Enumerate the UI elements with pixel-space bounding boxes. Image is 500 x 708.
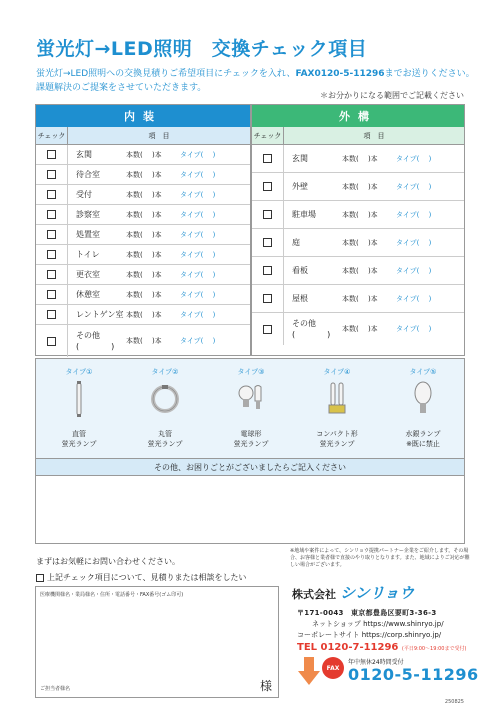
page-title: 蛍光灯→LED照明 交換チェック項目 (36, 38, 368, 60)
type-field[interactable]: タイプ( ) (180, 150, 216, 159)
checkbox-cell (252, 201, 284, 228)
outer-rows (252, 145, 464, 345)
shop-url[interactable]: ネットショップ https://www.shinryo.jp/ (312, 620, 444, 628)
check-column-header: チェック (36, 127, 68, 144)
location-name: 待合室 (76, 170, 100, 179)
checkbox-cell (252, 145, 284, 172)
checkbox-cell (36, 285, 68, 304)
table-row (36, 205, 250, 225)
location-name: その他 ( ) (292, 319, 331, 339)
bulb-icon (236, 379, 266, 419)
count-field[interactable]: 本数( )本 (342, 266, 378, 275)
table-row (252, 201, 464, 229)
count-field[interactable]: 本数( )本 (126, 310, 162, 319)
fax-hours: 年中無休24時間受付 (348, 659, 404, 666)
row-checkbox[interactable] (47, 250, 56, 259)
checkbox-cell (36, 145, 68, 164)
checkbox-cell (252, 229, 284, 256)
row-checkbox[interactable] (263, 325, 272, 334)
count-field[interactable]: 本数( )本 (126, 230, 162, 239)
partner-note: ※地域や案件によって、シンリョウ提携パートナー企業をご紹介します。その場合、お客様と業者様で直接のやり取りとなります。また、地域によりご対応が難しい場合がございます。 (290, 548, 470, 568)
type-field[interactable]: タイプ( ) (396, 182, 432, 191)
checkbox-cell (36, 245, 68, 264)
checkbox-cell (36, 325, 68, 357)
type-field[interactable]: タイプ( ) (180, 230, 216, 239)
count-field[interactable]: 本数( )本 (342, 182, 378, 191)
fax-number: 0120-5-11296 (348, 665, 479, 684)
type-field[interactable]: タイプ( ) (180, 190, 216, 199)
row-checkbox[interactable] (47, 310, 56, 319)
table-row (252, 229, 464, 257)
row-checkbox[interactable] (47, 150, 56, 159)
checkbox-cell (36, 205, 68, 224)
row-checkbox[interactable] (47, 170, 56, 179)
location-name: 更衣室 (76, 270, 100, 279)
count-field[interactable]: 本数( )本 (126, 190, 162, 199)
location-name: 休憩室 (76, 290, 100, 299)
contact-checkbox-row[interactable] (36, 572, 246, 583)
location-name: トイレ (76, 250, 100, 259)
contact-name-label: ご担当者様名 (40, 686, 71, 692)
count-field[interactable]: 本数( )本 (342, 154, 378, 163)
row-checkbox[interactable] (47, 337, 56, 346)
count-field[interactable]: 本数( )本 (126, 270, 162, 279)
type-name: 丸管 蛍光ランプ (147, 430, 183, 448)
count-field[interactable]: 本数( )本 (342, 294, 378, 303)
location-name: 処置室 (76, 230, 100, 239)
intro-line2: 課題解決のご提案をさせていただきます。 (36, 83, 207, 93)
inner-rows (36, 145, 250, 357)
checkbox-cell (36, 185, 68, 204)
checkbox-cell (252, 285, 284, 312)
location-name: 玄関 (292, 154, 308, 163)
type-field[interactable]: タイプ( ) (180, 270, 216, 279)
tel-number (297, 642, 466, 653)
table-row (36, 265, 250, 285)
circular-tube-icon (150, 379, 180, 419)
type-card (380, 359, 466, 459)
table-row (36, 165, 250, 185)
count-field[interactable]: 本数( )本 (342, 325, 378, 333)
contact-checkbox-label: 上記チェック項目について、見積りまたは相談をしたい (47, 573, 247, 582)
row-checkbox[interactable] (47, 190, 56, 199)
outer-heading: 外構 (252, 105, 464, 127)
checkbox-cell (36, 225, 68, 244)
compact-lamp-icon (322, 379, 352, 419)
mercury-lamp-icon (408, 379, 438, 419)
location-name: 駐車場 (292, 210, 316, 219)
type-name: 直管 蛍光ランプ (61, 430, 97, 448)
row-checkbox[interactable] (47, 290, 56, 299)
row-checkbox[interactable] (47, 270, 56, 279)
checkbox-cell (36, 265, 68, 284)
table-row (36, 285, 250, 305)
table-row (252, 257, 464, 285)
table-row (252, 145, 464, 173)
location-name: レントゲン室 (76, 310, 124, 319)
company-name (292, 582, 414, 603)
type-field[interactable]: タイプ( ) (396, 266, 432, 275)
table-row (36, 305, 250, 325)
location-name: 玄関 (76, 150, 92, 159)
type-field[interactable]: タイプ( ) (396, 294, 432, 303)
row-checkbox[interactable] (263, 238, 272, 247)
table-row (36, 185, 250, 205)
customer-info-box[interactable] (35, 586, 279, 698)
type-field[interactable]: タイプ( ) (396, 210, 432, 219)
type-field[interactable]: タイプ( ) (180, 310, 216, 319)
type-field[interactable]: タイプ( ) (180, 170, 216, 179)
checkbox-cell (36, 165, 68, 184)
count-field[interactable]: 本数( )本 (126, 150, 162, 159)
item-column-header: 項 目 (363, 131, 385, 140)
company-address: 〒171-0043 東京都豊島区要町3-36-3 (297, 609, 437, 617)
table-row (36, 245, 250, 265)
corp-url[interactable]: コーポレートサイト https://corp.shinryo.jp/ (297, 631, 442, 639)
tel-text: TEL 0120-7-11296 (297, 642, 399, 653)
checkbox-cell (36, 305, 68, 324)
type-name: 電球形 蛍光ランプ (233, 430, 269, 448)
table-row (252, 313, 464, 345)
table-row (36, 145, 250, 165)
range-note: ＊お分かりになる範囲でご記載ください (320, 91, 464, 100)
count-field[interactable]: 本数( )本 (126, 210, 162, 219)
count-field[interactable]: 本数( )本 (126, 337, 162, 345)
type-name: コンパクト形 蛍光ランプ (316, 430, 358, 448)
count-field[interactable]: 本数( )本 (126, 170, 162, 179)
location-name: その他 ( ) (76, 331, 115, 351)
type-field[interactable]: タイプ( ) (396, 154, 432, 163)
company-prefix: 株式会社 (292, 588, 336, 601)
count-field[interactable]: 本数( )本 (342, 238, 378, 247)
tel-hours: (平日9:00〜19:00まで受付) (401, 646, 467, 652)
type-field[interactable]: タイプ( ) (180, 210, 216, 219)
location-name: 診察室 (76, 210, 100, 219)
honorific: 様 (259, 679, 272, 693)
form-label: 医療機関様名・業局様名・住所・電話番号・FAX番号(ゴム印可) (40, 592, 184, 598)
straight-tube-icon (64, 379, 94, 419)
item-column-header: 項 目 (148, 131, 170, 140)
location-name: 看板 (292, 266, 308, 275)
lamp-types (35, 358, 465, 458)
location-name: 外壁 (292, 182, 308, 191)
row-checkbox[interactable] (263, 210, 272, 219)
count-field[interactable]: 本数( )本 (126, 250, 162, 259)
row-checkbox[interactable] (47, 230, 56, 239)
type-label: タイプ① (65, 368, 93, 376)
row-checkbox[interactable] (263, 266, 272, 275)
table-row (36, 325, 250, 357)
other-comment-area[interactable] (35, 476, 465, 544)
intro-fax: FAX0120-5-11296 (295, 69, 385, 79)
count-field[interactable]: 本数( )本 (126, 290, 162, 299)
row-checkbox[interactable] (47, 210, 56, 219)
type-field[interactable]: タイプ( ) (180, 290, 216, 299)
row-checkbox[interactable] (263, 294, 272, 303)
table-row (36, 225, 250, 245)
table-row (252, 173, 464, 201)
type-name: 水銀ランプ ※既に禁止 (405, 430, 441, 448)
checkbox-cell (252, 313, 284, 345)
type-field[interactable]: タイプ( ) (180, 250, 216, 259)
type-label: タイプ⑤ (409, 368, 437, 376)
location-name: 屋根 (292, 294, 308, 303)
type-field[interactable]: タイプ( ) (396, 238, 432, 247)
type-card (294, 359, 380, 459)
intro-line1-b: までお送りください。 (384, 69, 475, 79)
count-field[interactable]: 本数( )本 (342, 210, 378, 219)
checkbox-cell (252, 257, 284, 284)
checkbox-cell (252, 173, 284, 200)
type-card (122, 359, 208, 459)
location-name: 受付 (76, 190, 92, 199)
outer-column-header (252, 127, 464, 145)
down-arrow-icon (298, 657, 320, 685)
document-code: 250825 (444, 699, 464, 705)
inner-heading: 内装 (36, 105, 250, 127)
check-column-header: チェック (252, 127, 284, 144)
contact-checkbox[interactable] (36, 574, 44, 582)
type-field[interactable]: タイプ( ) (180, 337, 216, 345)
other-heading: その他、お困りごとがございましたらご記入ください (35, 458, 465, 476)
intro-line1-a: 蛍光灯→LED照明への交換見積りご希望項目にチェックを入れ、 (36, 69, 296, 79)
type-card (208, 359, 294, 459)
location-name: 庭 (292, 238, 300, 247)
type-label: タイプ③ (237, 368, 265, 376)
inner-panel (35, 104, 251, 356)
outer-panel (251, 104, 465, 356)
type-card (36, 359, 122, 459)
company-brand: シンリョウ (340, 584, 415, 602)
type-field[interactable]: タイプ( ) (396, 325, 432, 333)
table-row (252, 285, 464, 313)
row-checkbox[interactable] (263, 154, 272, 163)
row-checkbox[interactable] (263, 182, 272, 191)
fax-badge: FAX (322, 657, 344, 679)
type-label: タイプ② (151, 368, 179, 376)
inner-column-header (36, 127, 250, 145)
contact-question: まずはお気軽にお問い合わせください。 (36, 557, 180, 566)
type-label: タイプ④ (323, 368, 351, 376)
